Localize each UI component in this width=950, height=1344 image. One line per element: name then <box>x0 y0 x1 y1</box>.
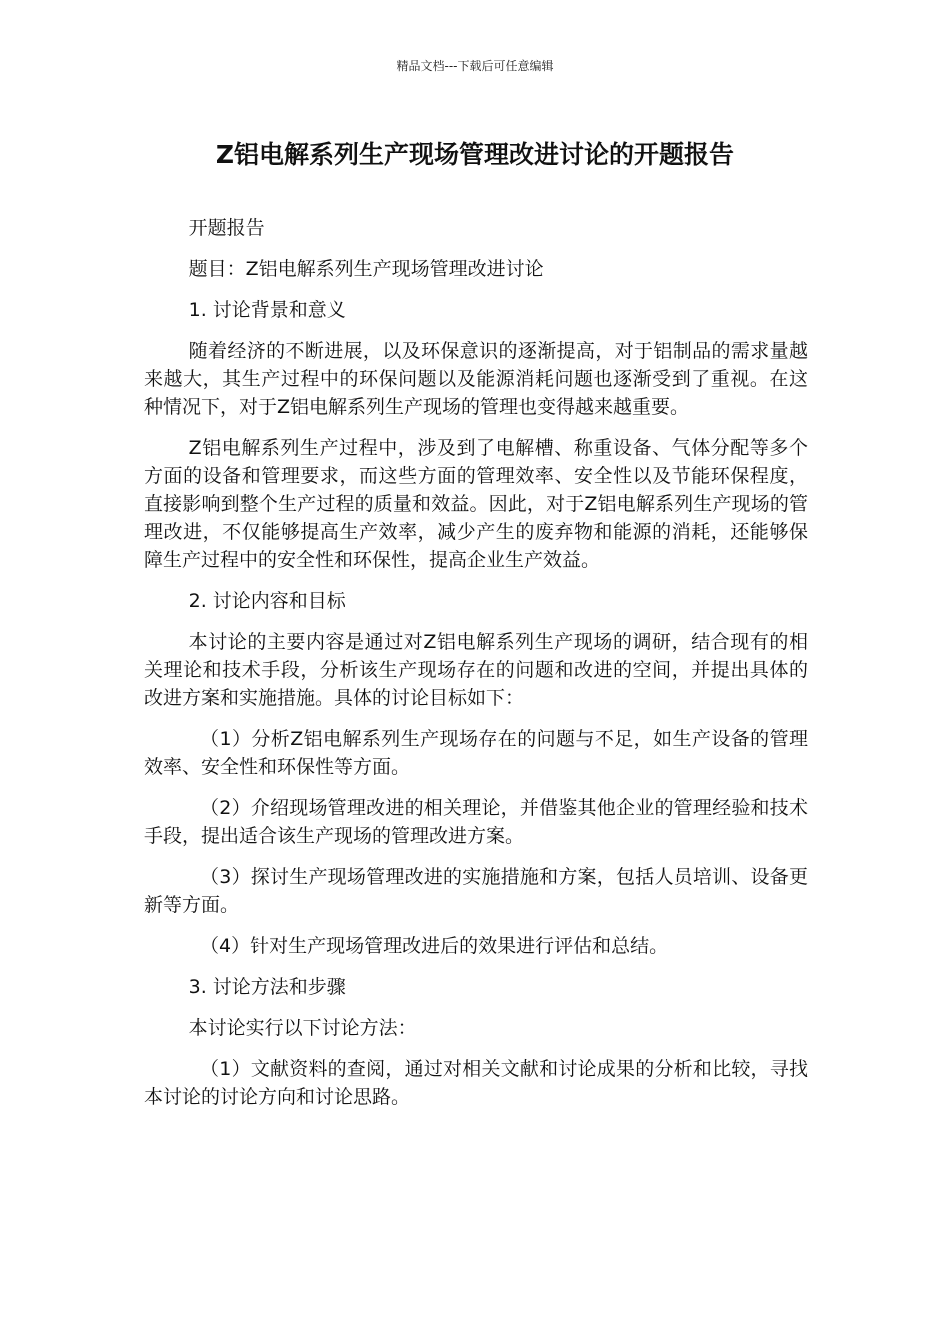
section-heading: 1. 讨论背景和意义 <box>188 299 346 321</box>
list-item: （1）分析Z铝电解系列生产现场存在的问题与不足，如生产设备的管理效率、安全性和环保性等方面。 <box>144 728 808 778</box>
list-item: （4）针对生产现场管理改进后的效果进行评估和总结。 <box>200 935 669 957</box>
body-paragraph: 随着经济的不断进展，以及环保意识的逐渐提高，对于铝制品的需求量越来越大，其生产过程中的环保问题以及能源消耗问题也逐渐受到了重视。在这种情况下，对于Z铝电解系列生产现场的管理也变得越来越重要。 <box>144 340 808 418</box>
body-paragraph: Z铝电解系列生产过程中，涉及到了电解槽、称重设备、气体分配等多个方面的设备和管理要求，而这些方面的管理效率、安全性以及节能环保程度，直接影响到整个生产过程的质量和效益。因此，对于Z铝电解系列生产现场的管理改进，不仅能够提高生产效率，减少产生的废弃物和能源的消耗，还能够保障生产过程中的安全性和环保性，提高企业生产效益。 <box>144 437 808 571</box>
paragraph-label: 开题报告 <box>188 217 265 239</box>
section-heading: 3. 讨论方法和步骤 <box>188 976 346 998</box>
list-item: （2）介绍现场管理改进的相关理论，并借鉴其他企业的管理经验和技术手段，提出适合该生产现场的管理改进方案。 <box>144 797 808 847</box>
paragraph-topic: 题目：Z铝电解系列生产现场管理改进讨论 <box>188 258 544 280</box>
document-title: Z铝电解系列生产现场管理改进讨论的开题报告 <box>215 140 735 169</box>
body-paragraph: 本讨论的主要内容是通过对Z铝电解系列生产现场的调研，结合现有的相关理论和技术手段，分析该生产现场存在的问题和改进的空间，并提出具体的改进方案和实施措施。具体的讨论目标如下： <box>144 631 808 709</box>
section-heading: 2. 讨论内容和目标 <box>188 590 346 612</box>
document-body <box>144 214 808 1124</box>
list-item: （3）探讨生产现场管理改进的实施措施和方案，包括人员培训、设备更新等方面。 <box>144 866 808 916</box>
list-item: （1）文献资料的查阅，通过对相关文献和讨论成果的分析和比较，寻找本讨论的讨论方向和讨论思路。 <box>144 1058 808 1108</box>
page-header-note: 精品文档---下载后可任意编辑 <box>396 59 554 73</box>
body-paragraph: 本讨论实行以下讨论方法： <box>188 1017 417 1039</box>
